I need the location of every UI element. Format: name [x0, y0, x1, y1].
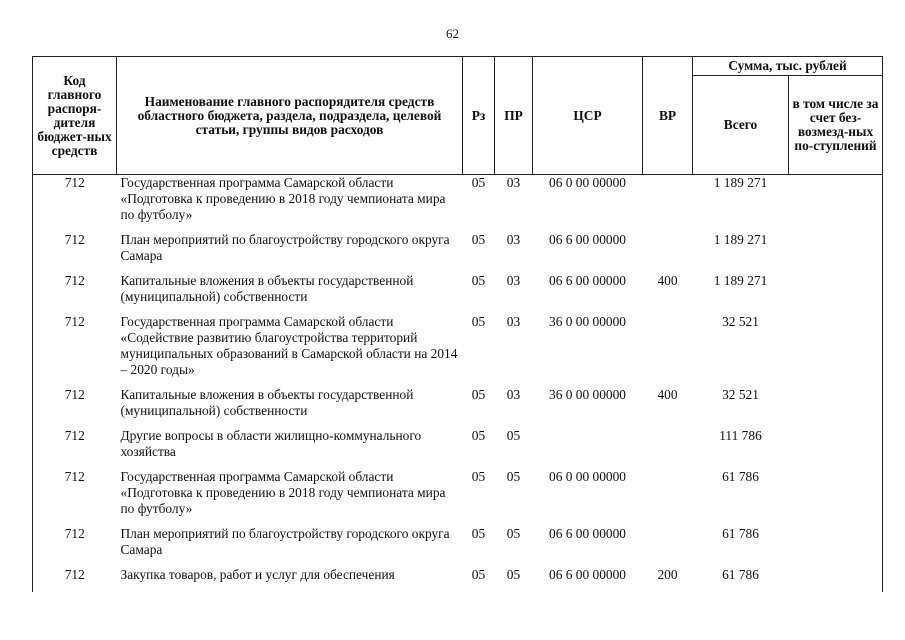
- cell-rz: 05: [471, 314, 486, 329]
- cell-pr: 03: [506, 387, 521, 402]
- cell-csr: 36 0 00 00000: [549, 387, 626, 402]
- cell-total: 61 786: [722, 567, 759, 582]
- cell-vr: 400: [657, 273, 678, 288]
- cell-code: 712: [33, 175, 117, 233]
- table-row: [33, 526, 883, 567]
- cell-csr: [533, 428, 643, 469]
- cell-vr: 400: [657, 387, 678, 402]
- table-row: [33, 175, 883, 233]
- cell-code: 712: [33, 387, 117, 428]
- cell-vr: [643, 526, 693, 567]
- cell-name: План мероприятий по благоустройству городского округа Самара: [120, 232, 450, 263]
- cell-total: 111 786: [719, 428, 762, 443]
- cell-vr: [643, 314, 693, 387]
- cell-incl: [789, 273, 883, 314]
- cell-total: 1 189 271: [713, 232, 768, 247]
- cell-total: 61 786: [722, 526, 759, 541]
- cell-rz: 05: [471, 469, 486, 484]
- cell-rz: 05: [471, 232, 486, 247]
- header-rz: Рз: [463, 57, 495, 175]
- cell-code: 712: [33, 314, 117, 387]
- cell-pr: 05: [506, 567, 521, 582]
- cell-rz: 05: [471, 567, 486, 582]
- cell-name: Капитальные вложения в объекты государственной (муниципальной) собственности: [120, 387, 414, 418]
- table-header: [33, 57, 883, 175]
- cell-name: Капитальные вложения в объекты государственной (муниципальной) собственности: [120, 273, 414, 304]
- cell-rz: 05: [471, 273, 486, 288]
- cell-code: 712: [33, 273, 117, 314]
- header-name: Наименование главного распорядителя средств областного бюджета, раздела, подраздела, целевой статьи, группы видов расходов: [117, 57, 463, 175]
- cell-incl: [789, 387, 883, 428]
- cell-code: 712: [33, 526, 117, 567]
- cell-code: 712: [33, 567, 117, 592]
- cell-rz: 05: [471, 175, 486, 190]
- header-incl: в том числе за счет без-возмезд-ных по-ступлений: [789, 76, 883, 175]
- cell-csr: 06 6 00 00000: [549, 232, 626, 247]
- cell-pr: 03: [506, 232, 521, 247]
- header-pr: ПР: [495, 57, 533, 175]
- cell-total: 1 189 271: [713, 273, 768, 288]
- cell-vr: 200: [657, 567, 678, 582]
- cell-name: Другие вопросы в области жилищно-коммунального хозяйства: [120, 428, 422, 459]
- cell-csr: 06 6 00 00000: [549, 567, 626, 582]
- cell-total: 32 521: [722, 314, 759, 329]
- cell-csr: 06 0 00 00000: [549, 469, 626, 484]
- cell-incl: [789, 567, 883, 592]
- cell-name: План мероприятий по благоустройству городского округа Самара: [120, 526, 450, 557]
- cell-vr: [643, 469, 693, 526]
- cell-total: 1 189 271: [713, 175, 768, 190]
- cell-total: 61 786: [722, 469, 759, 484]
- table-body: [33, 175, 883, 593]
- cell-code: 712: [33, 232, 117, 273]
- budget-table: [32, 56, 883, 592]
- cell-vr: [643, 175, 693, 233]
- cell-csr: 36 0 00 00000: [549, 314, 626, 329]
- page-number: 62: [446, 26, 459, 41]
- cell-vr: [643, 428, 693, 469]
- cell-incl: [789, 428, 883, 469]
- table-row: [33, 387, 883, 428]
- cell-pr: 03: [506, 175, 521, 190]
- cell-incl: [789, 469, 883, 526]
- table-row: [33, 567, 883, 592]
- cell-incl: [789, 526, 883, 567]
- cell-code: 712: [33, 428, 117, 469]
- cell-name: Государственная программа Самарской области «Подготовка к проведению в 2018 году чемпионата мира по футболу»: [120, 469, 446, 516]
- cell-name: Государственная программа Самарской области «Содействие развитию благоустройства территорий муниципальных образований в Самарской области на 2014 – 2020 годы»: [120, 314, 458, 377]
- cell-name: Государственная программа Самарской области «Подготовка к проведению в 2018 году чемпионата мира по футболу»: [120, 175, 446, 222]
- cell-total: 32 521: [722, 387, 759, 402]
- table-row: [33, 232, 883, 273]
- header-code: Код главного распоря-дителя бюджет-ных средств: [33, 57, 117, 175]
- cell-pr: 05: [506, 526, 521, 541]
- cell-incl: [789, 232, 883, 273]
- cell-rz: 05: [471, 526, 486, 541]
- header-sum: Сумма, тыс. рублей: [693, 57, 883, 76]
- cell-csr: 06 6 00 00000: [549, 273, 626, 288]
- cell-pr: 03: [506, 314, 521, 329]
- cell-incl: [789, 314, 883, 387]
- cell-name: Закупка товаров, работ и услуг для обеспечения: [120, 567, 395, 582]
- cell-incl: [789, 175, 883, 233]
- table-row: [33, 273, 883, 314]
- cell-pr: 03: [506, 273, 521, 288]
- header-vr: ВР: [643, 57, 693, 175]
- table-row: [33, 314, 883, 387]
- cell-pr: 05: [506, 428, 521, 443]
- cell-csr: 06 6 00 00000: [549, 526, 626, 541]
- table-row: [33, 469, 883, 526]
- cell-rz: 05: [471, 387, 486, 402]
- cell-vr: [643, 232, 693, 273]
- cell-csr: 06 0 00 00000: [549, 175, 626, 190]
- header-total: Всего: [693, 76, 789, 175]
- cell-pr: 05: [506, 469, 521, 484]
- cell-rz: 05: [471, 428, 486, 443]
- cell-code: 712: [33, 469, 117, 526]
- header-csr: ЦСР: [533, 57, 643, 175]
- table-row: [33, 428, 883, 469]
